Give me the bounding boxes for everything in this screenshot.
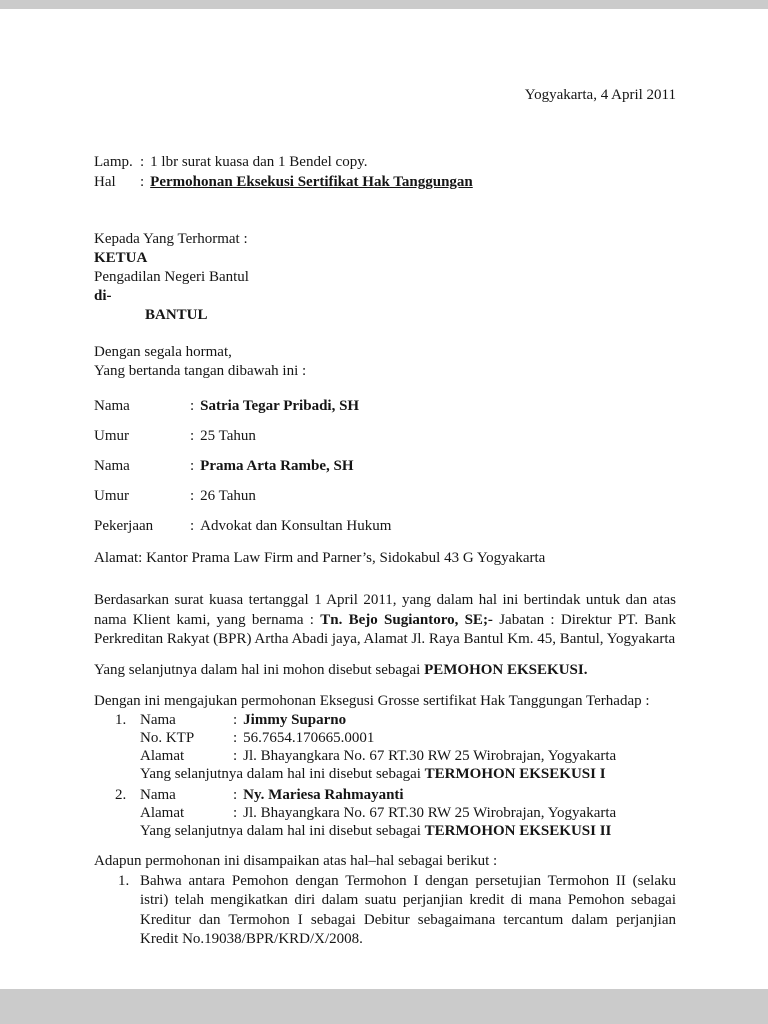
- identity-colon: :: [190, 428, 195, 444]
- termohon-row: [115, 747, 676, 765]
- lamp-colon: :: [140, 154, 145, 170]
- termohon-closing-text: Yang selanjutnya dalam hal ini disebut sebagai: [140, 765, 425, 782]
- termohon-colon: :: [233, 711, 238, 728]
- addressee-institution: Pengadilan Negeri Bantul: [94, 269, 249, 285]
- kuasa-text-1: Berdasarkan surat kuasa tertanggal 1 April 2011, yang dalam hal ini bertindak untuk dan atas nama Klient kami, yang bernama :: [94, 592, 676, 628]
- page-bottom-edge: [0, 989, 768, 1024]
- office-address-line: Alamat: Kantor Prama Law Firm and Parner’s, Sidokabul 43 G Yogyakarta: [94, 550, 546, 566]
- identity-value: 25 Tahun: [200, 428, 256, 444]
- identity-label: Pekerjaan: [94, 518, 154, 534]
- termohon-label: Alamat: [140, 747, 185, 764]
- termohon-row: [115, 804, 676, 822]
- hal-row: [94, 172, 676, 192]
- addressee-title: KETUA: [94, 250, 148, 266]
- identity-colon: :: [190, 458, 195, 474]
- addressee-di: di-: [94, 288, 112, 304]
- identity-label: Nama: [94, 458, 130, 474]
- identity-value: Advokat dan Konsultan Hukum: [200, 518, 392, 534]
- identity-row: [94, 487, 676, 506]
- identity-colon: :: [190, 518, 195, 534]
- identity-row: [94, 397, 676, 416]
- termohon-colon: :: [233, 729, 238, 746]
- point-number: 1.: [118, 872, 130, 889]
- termohon-row: [115, 786, 676, 804]
- salutation-line: Dengan segala hormat,: [94, 344, 232, 360]
- termohon-number-spacer: [115, 729, 140, 747]
- identity-label: Umur: [94, 428, 129, 444]
- point-text: Bahwa antara Pemohon dengan Termohon I dengan persetujian Termohon II (selaku istri) telah mengikatkan diri dalam suatu perjanjian kredit di mana Pemohon sebagai Kreditur dan Termohon I sebagai Debitur sebagaimana tercantum dalam perjanjian Kredit No.19038/BPR/KRD/X/2008.: [140, 872, 676, 947]
- termohon-intro-line: Dengan ini mengajukan permohonan Eksegusi Grosse sertifikat Hak Tanggungan Terhadap :: [94, 692, 650, 709]
- hal-colon: :: [140, 174, 145, 190]
- hal-value: Permohonan Eksekusi Sertifikat Hak Tanggungan: [150, 174, 473, 190]
- pemohon-designation-line: [94, 661, 676, 680]
- termohon-row: [115, 711, 676, 729]
- termohon-number: 1.: [115, 711, 127, 728]
- identity-row: [94, 517, 676, 536]
- termohon-colon: :: [233, 786, 238, 803]
- termohon-value: Jl. Bhayangkara No. 67 RT.30 RW 25 Wirobrajan, Yogyakarta: [243, 747, 617, 764]
- addressee-greeting: Kepada Yang Terhormat :: [94, 231, 248, 247]
- termohon-number: 2.: [115, 786, 127, 803]
- client-name: Tn. Bejo Sugiantoro, SE;-: [320, 611, 493, 628]
- termohon-value: Jimmy Suparno: [243, 711, 347, 728]
- lamp-row: [94, 152, 676, 172]
- hal-label: Hal: [94, 174, 116, 190]
- termohon-label: Alamat: [140, 804, 185, 821]
- identity-value: Satria Tegar Pribadi, SH: [200, 398, 360, 414]
- termohon-label: No. KTP: [140, 729, 195, 746]
- addressee-block: [94, 230, 676, 325]
- termohon-number-spacer: [115, 747, 140, 765]
- salutation-block: [94, 343, 676, 381]
- page-top-edge: [0, 0, 768, 9]
- termohon-item-2: [94, 786, 676, 840]
- lamp-label: Lamp.: [94, 154, 133, 170]
- termohon-closing: [115, 765, 676, 783]
- termohon-term: TERMOHON EKSEKUSI II: [424, 822, 612, 839]
- pemohon-text: Yang selanjutnya dalam hal ini mohon disebut sebagai: [94, 661, 425, 678]
- lamp-value: 1 lbr surat kuasa dan 1 Bendel copy.: [150, 154, 368, 170]
- termohon-value: Jl. Bhayangkara No. 67 RT.30 RW 25 Wirobrajan, Yogyakarta: [243, 804, 617, 821]
- identity-value: Prama Arta Rambe, SH: [200, 458, 354, 474]
- identity-block: [94, 397, 676, 536]
- termohon-term: TERMOHON EKSEKUSI I: [424, 765, 606, 782]
- reasons-intro-line: Adapun permohonan ini disampaikan atas hal–hal sebagai berikut :: [94, 852, 498, 869]
- termohon-item-1: [94, 711, 676, 783]
- termohon-value: Ny. Mariesa Rahmayanti: [243, 786, 404, 803]
- identity-colon: :: [190, 398, 195, 414]
- date-line: Yogyakarta, 4 April 2011: [524, 87, 676, 103]
- kuasa-text-2: Jabatan : Direktur PT. Bank Perkreditan Rakyat (BPR) Artha Abadi jaya, Alamat Jl. Raya Bantul Km. 45, Bantul, Yogyakarta: [94, 611, 676, 647]
- identity-label: Umur: [94, 488, 129, 504]
- termohon-label: Nama: [140, 786, 176, 803]
- identity-label: Nama: [94, 398, 130, 414]
- termohon-value: 56.7654.170665.0001: [243, 729, 375, 746]
- identity-colon: :: [190, 488, 195, 504]
- termohon-number-spacer: [115, 804, 140, 822]
- addressee-city: BANTUL: [145, 307, 208, 323]
- termohon-closing-text: Yang selanjutnya dalam hal ini disebut sebagai: [140, 822, 425, 839]
- power-of-attorney-paragraph: [94, 591, 676, 650]
- identity-row: [94, 427, 676, 446]
- signatories-intro: Yang bertanda tangan dibawah ini :: [94, 363, 307, 379]
- reason-point-1: [94, 872, 676, 950]
- termohon-label: Nama: [140, 711, 176, 728]
- termohon-colon: :: [233, 747, 238, 764]
- pemohon-term: PEMOHON EKSEKUSI.: [424, 661, 588, 678]
- termohon-row: [115, 729, 676, 747]
- termohon-closing: [115, 822, 676, 840]
- identity-row: [94, 457, 676, 476]
- termohon-colon: :: [233, 804, 238, 821]
- identity-value: 26 Tahun: [200, 488, 256, 504]
